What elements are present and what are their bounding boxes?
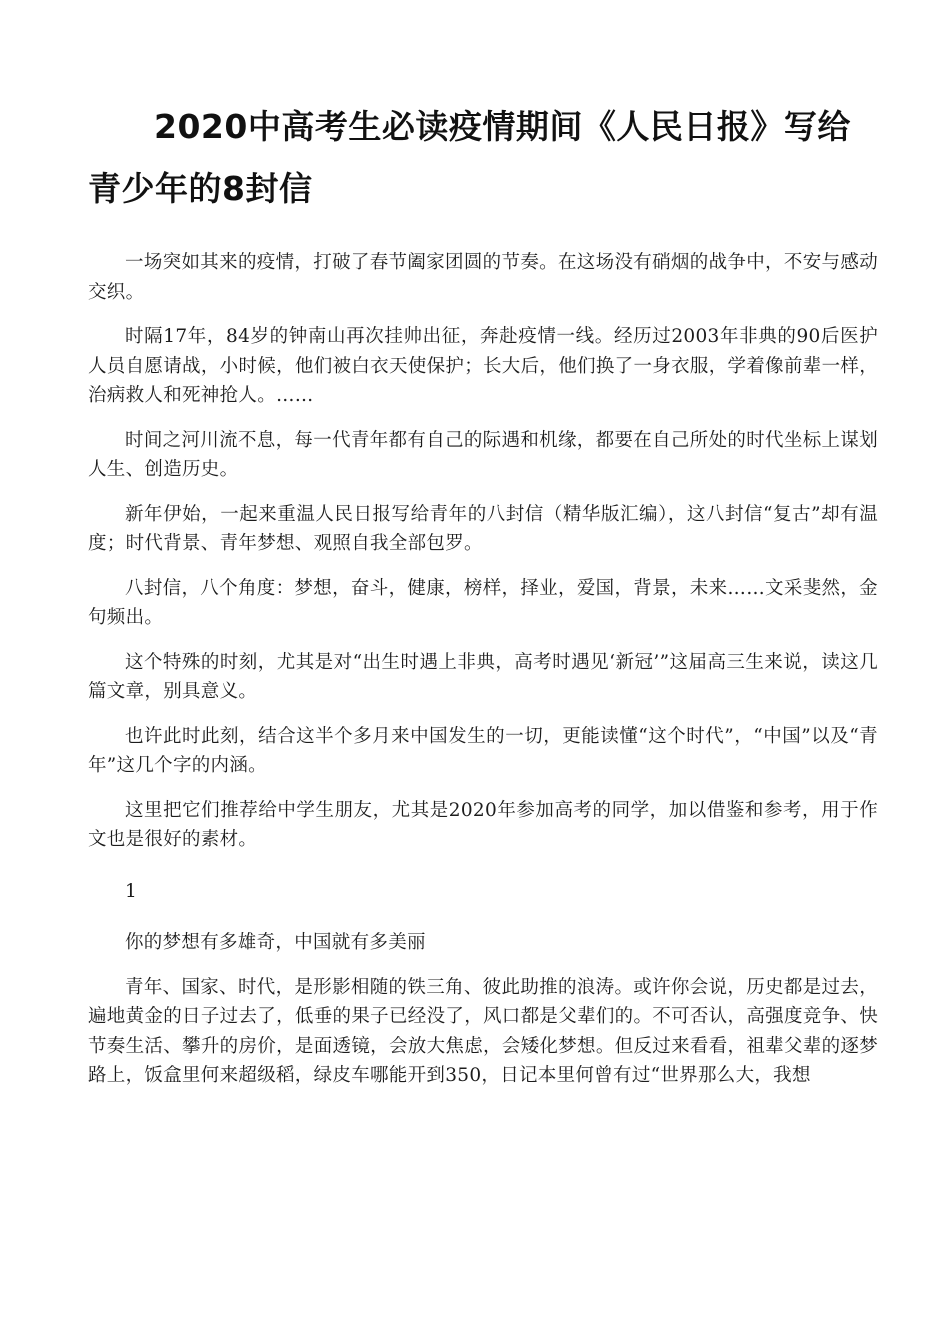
paragraph-river-of-time: 时间之河川流不息，每一代青年都有自己的际遇和机缘，都要在自己所处的时代坐标上谋划人生、创造历史。 — [88, 429, 878, 480]
document-title: 2020中高考生必读疫情期间《人民日报》写给青少年的8封信 — [88, 107, 851, 208]
paragraph-intro: 一场突如其来的疫情，打破了春节阖家团圆的节奏。在这场没有硝烟的战争中，不安与感动交织。 — [88, 252, 878, 303]
paragraph-eight-letters: 新年伊始，一起来重温人民日报写给青年的八封信（精华版汇编），这八封信“复古”却有温度；时代背景、青年梦想、观照自我全部包罗。 — [88, 503, 878, 554]
paragraph-recommendation: 这里把它们推荐给中学生朋友，尤其是2020年参加高考的同学，加以借鉴和参考，用于作文也是很好的素材。 — [88, 799, 878, 850]
document-body — [88, 248, 878, 1106]
paragraph-eight-angles: 八封信，八个角度：梦想，奋斗，健康，榜样，择业，爱国，背景，未来……文采斐然，金句频出。 — [88, 577, 878, 628]
section-number: 1 — [125, 880, 138, 902]
paragraph-zhong-nanshan: 时隔17年，84岁的钟南山再次挂帅出征，奔赴疫情一线。经历过2003年非典的90后医护人员自愿请战，小时候，他们被白衣天使保护；长大后，他们换了一身衣服，学着像前辈一样，治病救人和死神抢人。…… — [88, 326, 878, 406]
paragraph-this-era: 也许此时此刻，结合这半个多月来中国发生的一切，更能读懂“这个时代”，“中国”以及“青年”这几个字的内涵。 — [88, 725, 878, 776]
paragraph-special-moment: 这个特殊的时刻，尤其是对“出生时遇上非典，高考时遇见‘新冠’”这届高三生来说，读这几篇文章，别具意义。 — [88, 651, 878, 702]
paragraph-youth-nation-era: 青年、国家、时代，是形影相随的铁三角、彼此助推的浪涛。或许你会说，历史都是过去，遍地黄金的日子过去了，低垂的果子已经没了，风口都是父辈们的。不可否认，高强度竞争、快节奏生活、攀升的房价，是面透镜，会放大焦虑，会矮化梦想。但反过来看看，祖辈父辈的逐梦路上，饭盒里何来超级稻，绿皮车哪能开到350，日记本里何曾有过“世界那么大，我想 — [88, 976, 878, 1086]
section-heading: 你的梦想有多雄奇，中国就有多美丽 — [125, 932, 426, 953]
